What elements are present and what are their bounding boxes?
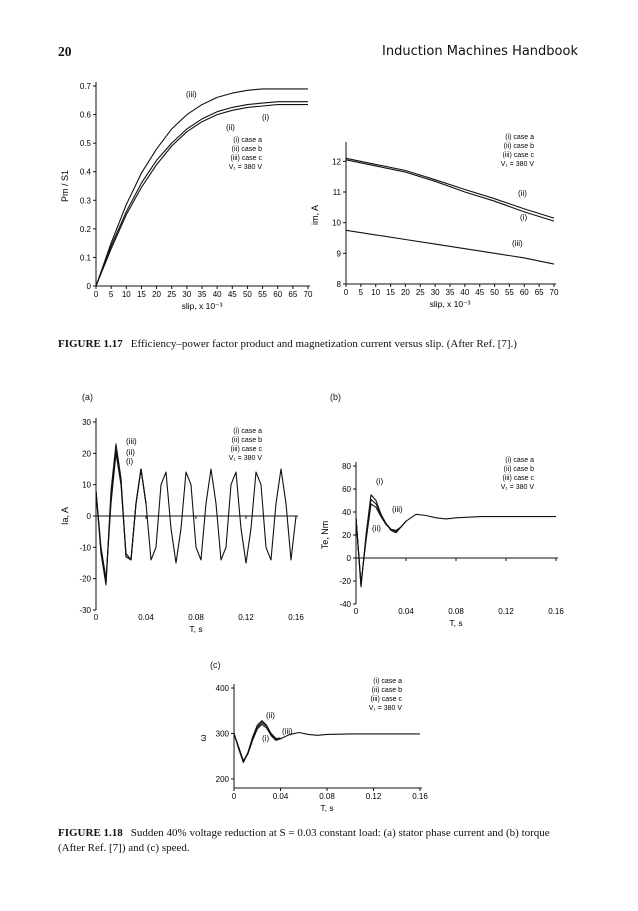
series-line-3 — [234, 723, 281, 763]
x-tick-label: 25 — [415, 288, 425, 297]
x-tick-label: 70 — [303, 290, 313, 299]
legend-entry: (ii) case b — [231, 437, 262, 444]
y-tick-label: 0 — [86, 282, 91, 291]
x-axis-label: slip, x 10⁻³ — [181, 301, 223, 311]
panel-a-label: (a) — [82, 392, 93, 402]
x-tick-label: 25 — [167, 290, 177, 299]
x-tick-label: 40 — [460, 288, 470, 297]
legend-entry: (i) case a — [505, 134, 534, 141]
x-tick-label: 20 — [152, 290, 162, 299]
x-tick-label: 0 — [231, 792, 237, 801]
chart-c1 — [60, 82, 313, 311]
legend-entry: (i) case a — [373, 678, 402, 685]
y-tick-label: 0.3 — [79, 196, 91, 206]
series-label: (ii) — [126, 448, 135, 457]
x-tick-label: 0.08 — [319, 792, 335, 801]
y-tick-label: -30 — [79, 606, 91, 615]
series-label: (iii) — [512, 239, 523, 248]
x-tick-label: 0.16 — [548, 607, 564, 616]
legend-entry: V₁ = 380 V — [228, 164, 262, 171]
x-tick-label: 10 — [121, 290, 131, 299]
series-label: (ii) — [266, 711, 275, 720]
y-tick-label: -40 — [339, 600, 351, 609]
x-tick-label: 45 — [227, 290, 237, 299]
series-label: (iii) — [186, 90, 197, 99]
y-tick-label: 0 — [86, 512, 91, 521]
chart-c2 — [310, 134, 559, 309]
x-tick-label: 0.08 — [448, 607, 464, 616]
x-tick-label: 55 — [504, 288, 514, 297]
x-tick-label: 60 — [273, 290, 283, 299]
y-axis-label: Ia, A — [60, 506, 70, 526]
series-line-1 — [356, 495, 556, 587]
panel-b-label: (b) — [330, 392, 341, 402]
legend-entry: (ii) case b — [503, 143, 534, 150]
legend-entry: (iii) case c — [370, 696, 402, 703]
x-tick-label: 30 — [430, 288, 440, 297]
y-tick-label: -20 — [339, 577, 351, 586]
series-label: (i) — [520, 213, 528, 222]
legend-entry: (iii) case c — [230, 155, 262, 162]
y-tick-label: 20 — [82, 449, 91, 459]
figure-1-17-text: Efficiency–power factor product and magnetization current versus slip. (After Ref. [7].) — [130, 338, 517, 350]
series-line-2 — [96, 105, 308, 286]
x-tick-label: 0 — [353, 607, 359, 616]
y-tick-label: 11 — [332, 188, 341, 197]
x-tick-label: 0.16 — [412, 792, 428, 801]
series-label: (i) — [262, 113, 270, 122]
series-label: (iii) — [392, 505, 403, 514]
x-tick-label: 0 — [93, 290, 99, 299]
figure-1-18-text: Sudden 40% voltage reduction at S = 0.03 constant load: (a) stator phase current and (b) torque (After Ref. [7]) and (c) speed. — [58, 827, 550, 854]
series-label: (i) — [376, 477, 384, 486]
y-axis-label: Pm / S1 — [60, 169, 70, 203]
y-tick-label: 0.2 — [79, 224, 91, 234]
x-tick-label: 0.08 — [188, 613, 204, 622]
x-tick-label: 5 — [358, 288, 364, 297]
y-tick-label: 40 — [342, 508, 351, 517]
x-tick-label: 70 — [549, 288, 559, 297]
figure-1-18-caption — [58, 826, 578, 856]
y-axis-label: im, A — [310, 204, 320, 226]
y-tick-label: 0.4 — [79, 167, 91, 177]
y-tick-label: 0.7 — [79, 82, 91, 91]
x-axis-label: T, s — [320, 803, 334, 813]
x-tick-label: 55 — [258, 290, 268, 299]
legend-entry: (iii) case c — [502, 475, 534, 482]
y-tick-label: -20 — [79, 574, 91, 584]
y-tick-label: 10 — [332, 218, 341, 228]
y-tick-label: 400 — [215, 684, 229, 693]
x-tick-label: 60 — [519, 288, 529, 297]
legend-entry: V₁ = 380 V — [500, 161, 534, 168]
x-tick-label: 65 — [534, 288, 544, 297]
legend-entry: (ii) case b — [503, 466, 534, 473]
x-tick-label: 0.12 — [365, 792, 382, 801]
x-tick-label: 50 — [490, 288, 500, 297]
y-tick-label: 80 — [342, 462, 351, 471]
x-tick-label: 0 — [343, 288, 349, 297]
series-line-3 — [356, 504, 406, 583]
legend-entry: V₁ = 380 V — [368, 705, 402, 712]
series-label: (i) — [126, 457, 134, 466]
y-tick-label: 300 — [215, 729, 229, 739]
x-tick-label: 40 — [212, 290, 222, 299]
x-axis-label: slip, x 10⁻³ — [429, 299, 471, 309]
y-tick-label: 12 — [332, 157, 341, 167]
y-tick-label: 9 — [336, 249, 341, 259]
legend-entry: (ii) case b — [371, 687, 402, 694]
series-label: (i) — [262, 734, 270, 743]
y-tick-label: 20 — [342, 531, 351, 540]
x-tick-label: 65 — [288, 290, 298, 299]
series-label: (iii) — [282, 727, 293, 736]
series-label: (ii) — [226, 123, 235, 132]
figure-1-18-label: FIGURE 1.18 — [58, 827, 123, 839]
x-tick-label: 0.04 — [138, 613, 154, 622]
series-label: (iii) — [126, 437, 137, 446]
x-tick-label: 0.04 — [398, 607, 414, 616]
y-tick-label: 8 — [336, 280, 341, 289]
x-tick-label: 15 — [386, 288, 396, 297]
x-tick-label: 50 — [242, 290, 252, 299]
x-tick-label: 0.04 — [272, 792, 289, 801]
series-line-3 — [346, 230, 554, 264]
x-tick-label: 10 — [371, 288, 381, 297]
series-label: (ii) — [372, 524, 381, 533]
chart-c4 — [320, 457, 564, 628]
x-tick-label: 20 — [400, 288, 410, 297]
x-tick-label: 0.12 — [498, 607, 514, 616]
y-tick-label: 0.1 — [79, 253, 91, 263]
legend-entry: (ii) case b — [231, 146, 262, 153]
x-tick-label: 0.16 — [288, 613, 304, 622]
series-label: (ii) — [518, 189, 527, 198]
legend-entry: (iii) case c — [502, 152, 534, 159]
running-header-title: Induction Machines Handbook — [382, 44, 578, 59]
legend-entry: V₁ = 380 V — [228, 455, 262, 462]
y-tick-label: 0.6 — [79, 110, 91, 120]
x-tick-label: 0 — [93, 613, 99, 622]
x-tick-label: 15 — [136, 290, 146, 299]
y-tick-label: 0 — [346, 554, 351, 563]
figure-1-17-label: FIGURE 1.17 — [58, 338, 123, 350]
x-tick-label: 35 — [445, 288, 455, 297]
x-tick-label: 30 — [182, 290, 192, 299]
x-axis-label: T, s — [449, 618, 463, 628]
y-tick-label: 10 — [82, 480, 91, 490]
x-tick-label: 45 — [475, 288, 485, 297]
x-tick-label: 35 — [197, 290, 207, 299]
y-axis-label: ω — [198, 734, 208, 742]
x-axis-label: T, s — [189, 624, 203, 634]
page-number: 20 — [58, 44, 72, 59]
legend-entry: (i) case a — [233, 428, 262, 435]
x-tick-label: 0.12 — [238, 613, 254, 622]
legend-entry: (i) case a — [505, 457, 534, 464]
series-line-1 — [96, 102, 308, 286]
y-tick-label: 0.5 — [79, 139, 91, 149]
y-tick-label: 60 — [342, 485, 351, 494]
legend-entry: (i) case a — [233, 137, 262, 144]
chart-c5 — [198, 678, 428, 813]
y-axis-label: Te, Nm — [320, 520, 330, 550]
figure-1-17-caption — [58, 337, 578, 352]
y-tick-label: -10 — [79, 543, 91, 553]
legend-entry: V₁ = 380 V — [500, 484, 534, 491]
chart-c3 — [60, 418, 304, 634]
y-tick-label: 30 — [82, 418, 91, 427]
legend-entry: (iii) case c — [230, 446, 262, 453]
x-tick-label: 5 — [108, 290, 114, 299]
panel-c-label: (c) — [210, 660, 221, 670]
y-tick-label: 200 — [215, 774, 229, 784]
